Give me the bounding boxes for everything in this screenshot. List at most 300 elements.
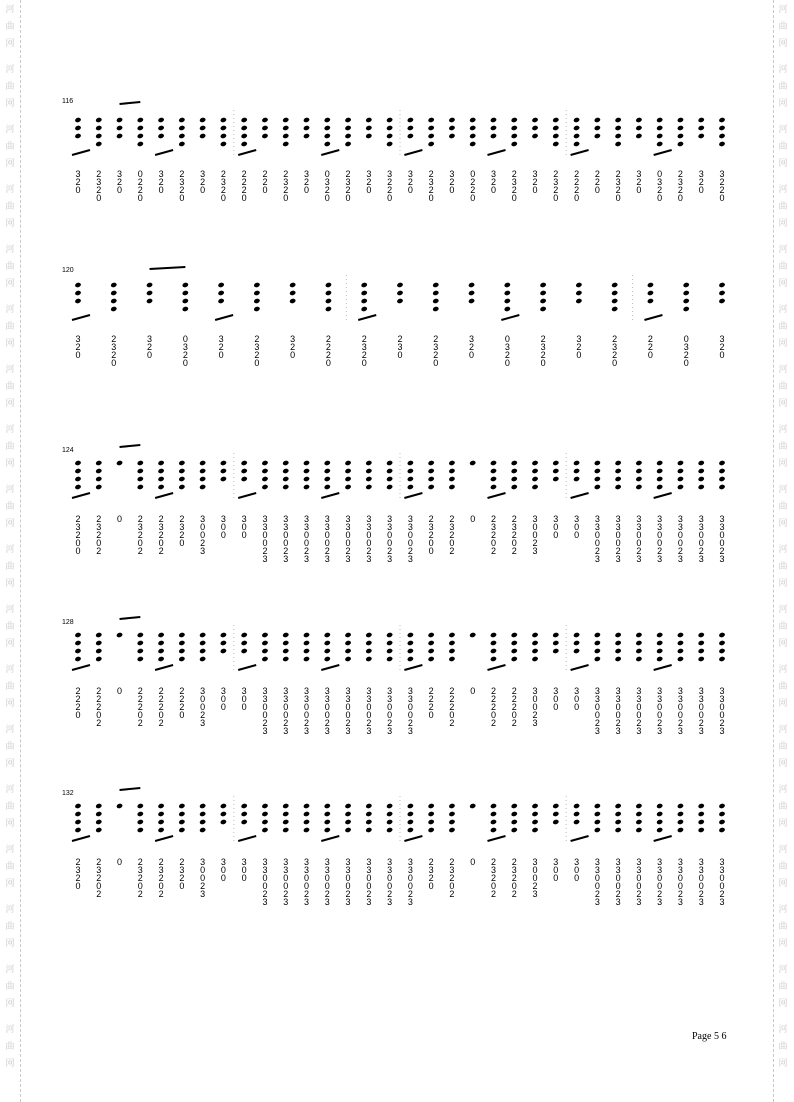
tab-column — [322, 687, 332, 735]
tab-digit: 2 — [511, 686, 517, 696]
note-head — [407, 640, 414, 646]
tab-digit: 2 — [490, 546, 496, 556]
beam — [654, 150, 672, 155]
tab-column — [281, 515, 291, 563]
tab-column — [385, 687, 395, 735]
note-head — [241, 468, 248, 474]
watermark-char: 曲 — [778, 742, 788, 752]
tab-digit: 2 — [387, 546, 393, 556]
tab-digit — [218, 539, 228, 547]
beam — [72, 315, 90, 320]
tab-digit: 3 — [719, 514, 725, 524]
tab-column — [322, 170, 332, 202]
tab-column — [135, 170, 145, 202]
tab-digit: 3 — [220, 514, 226, 524]
tab-column — [198, 687, 208, 727]
score-system-5 — [0, 768, 794, 913]
tab-digit: 0 — [504, 334, 510, 344]
tab-digit: 0 — [220, 702, 226, 712]
tab-digit: 0 — [387, 193, 393, 203]
tab-digit: 3 — [220, 177, 226, 187]
tab-digit: 3 — [636, 865, 642, 875]
beam — [487, 493, 505, 498]
watermark-char: 曲 — [5, 1042, 15, 1052]
tab-column — [551, 170, 561, 202]
tab-digit: 2 — [158, 873, 164, 883]
tab-digit: 3 — [75, 334, 81, 344]
tab-digit: 2 — [532, 710, 538, 720]
watermark-text — [776, 962, 790, 1013]
score-system-2 — [0, 255, 794, 375]
tab-digit: 3 — [283, 694, 289, 704]
tab-digit: 3 — [719, 726, 725, 736]
beam — [150, 267, 186, 269]
tab-digit: 0 — [241, 865, 247, 875]
tab-digit: 2 — [262, 718, 268, 728]
tab-digit: 2 — [612, 334, 618, 344]
watermark-char: 曲 — [5, 922, 15, 932]
note-head — [182, 306, 189, 312]
tab-column — [198, 515, 208, 555]
note-head — [531, 648, 538, 654]
tab-digit: 3 — [407, 857, 413, 867]
tab-digit: 3 — [283, 865, 289, 875]
tab-digit: 0 — [220, 694, 226, 704]
tab-column — [613, 858, 623, 906]
note-head — [282, 819, 289, 825]
note-head — [615, 656, 622, 662]
tab-digit: 2 — [96, 514, 102, 524]
tab-digit: 2 — [636, 177, 642, 187]
tab-digit: 3 — [200, 686, 206, 696]
note-head — [282, 640, 289, 646]
tab-digit: 0 — [345, 710, 351, 720]
note-head — [324, 827, 331, 833]
note-head — [241, 819, 248, 825]
note-head — [677, 117, 684, 123]
tab-column — [239, 515, 249, 547]
tab-digit: 2 — [283, 718, 289, 728]
tab-digit: 2 — [433, 334, 439, 344]
tab-digit: 2 — [137, 185, 143, 195]
watermark-char: 曲 — [778, 1042, 788, 1052]
note-head — [594, 640, 601, 646]
watermark-char: 河 — [778, 305, 788, 315]
tab-digit: 3 — [657, 177, 663, 187]
note-head — [677, 468, 684, 474]
note-head — [575, 282, 582, 288]
tab-column — [198, 170, 208, 194]
tab-digit: 2 — [677, 889, 683, 899]
tab-digit: 3 — [200, 889, 206, 899]
tab-digit: 0 — [262, 702, 268, 712]
note-head — [677, 133, 684, 139]
tab-digit: 3 — [117, 169, 123, 179]
tab-digit: 3 — [532, 169, 538, 179]
note-head — [448, 648, 455, 654]
note-head — [683, 290, 690, 296]
note-head — [95, 803, 102, 809]
note-head — [448, 656, 455, 662]
watermark-char: 曲 — [778, 922, 788, 932]
tab-digit: 0 — [612, 358, 618, 368]
note-head — [137, 484, 144, 490]
tab-digit: 3 — [304, 522, 310, 532]
watermark-char: 河 — [778, 1025, 788, 1035]
tab-digit: 0 — [387, 530, 393, 540]
note-head — [594, 827, 601, 833]
tab-digit: 3 — [366, 726, 372, 736]
beam — [404, 836, 422, 841]
note-head — [137, 125, 144, 131]
note-head — [552, 819, 559, 825]
note-head — [511, 468, 518, 474]
tab-column — [281, 170, 291, 202]
tab-digit: 0 — [96, 538, 102, 548]
tab-column — [252, 335, 262, 367]
note-head — [635, 476, 642, 482]
tab-digit: 2 — [147, 342, 153, 352]
tab-digit: 2 — [433, 350, 439, 360]
tab-digit: 3 — [657, 857, 663, 867]
tab-digit — [551, 711, 561, 719]
note-head — [361, 298, 368, 304]
note-head — [158, 648, 165, 654]
tab-column — [610, 335, 620, 367]
tab-digit: 0 — [387, 881, 393, 891]
tab-column — [509, 858, 519, 898]
tab-column — [302, 687, 312, 735]
note-head — [677, 827, 684, 833]
note-head — [594, 460, 601, 466]
tab-digit: 3 — [532, 718, 538, 728]
tab-digit: 2 — [182, 350, 188, 360]
note-head — [116, 803, 123, 809]
note-head — [178, 117, 185, 123]
beam — [120, 102, 141, 104]
tab-digit: 0 — [200, 185, 206, 195]
tab-digit: 2 — [449, 694, 455, 704]
tab-digit: 3 — [366, 554, 372, 564]
note-head — [158, 125, 165, 131]
tab-digit: 2 — [387, 185, 393, 195]
note-head — [647, 290, 654, 296]
tab-digit: 0 — [345, 530, 351, 540]
tab-digit: 3 — [449, 522, 455, 532]
note-head — [178, 819, 185, 825]
note-head — [95, 468, 102, 474]
note-head — [698, 827, 705, 833]
note-head — [199, 133, 206, 139]
tab-digit: 2 — [511, 702, 517, 712]
note-head — [594, 133, 601, 139]
tab-digit: 2 — [511, 514, 517, 524]
note-head — [303, 819, 310, 825]
tab-digit: 2 — [574, 177, 580, 187]
tab-digit: 2 — [719, 185, 725, 195]
note-head — [490, 133, 497, 139]
note-head — [407, 803, 414, 809]
tab-digit: 3 — [698, 522, 704, 532]
measure-number: 128 — [62, 619, 74, 626]
tab-digit: 2 — [262, 889, 268, 899]
note-head — [324, 632, 331, 638]
tab-digit: 0 — [657, 169, 663, 179]
note-head — [615, 640, 622, 646]
score-system-3 — [0, 425, 794, 570]
tab-digit: 0 — [137, 538, 143, 548]
tab-digit: 3 — [615, 554, 621, 564]
tab-column — [135, 687, 145, 727]
tab-digit: 0 — [179, 710, 185, 720]
note-head — [511, 648, 518, 654]
tab-digit: 3 — [324, 726, 330, 736]
note-head — [303, 484, 310, 490]
tab-digit: 2 — [158, 530, 164, 540]
watermark-char: 曲 — [5, 202, 15, 212]
tab-column — [94, 858, 104, 898]
note-head — [718, 476, 725, 482]
note-head — [718, 282, 725, 288]
watermark-char: 河 — [778, 545, 788, 555]
note-head — [303, 640, 310, 646]
tab-column — [572, 687, 582, 719]
tab-column — [426, 170, 436, 202]
note-head — [448, 803, 455, 809]
watermark-char: 网 — [778, 279, 788, 289]
note-head — [158, 476, 165, 482]
note-head — [199, 819, 206, 825]
note-head — [289, 298, 296, 304]
note-head — [647, 298, 654, 304]
beam — [321, 836, 339, 841]
note-head — [698, 648, 705, 654]
note-head — [573, 125, 580, 131]
tab-digit: 2 — [615, 185, 621, 195]
note-head — [324, 117, 331, 123]
note-head — [718, 648, 725, 654]
tab-digit: 0 — [75, 538, 81, 548]
tab-digit: 2 — [75, 530, 81, 540]
note-head — [683, 306, 690, 312]
tab-column — [94, 687, 104, 727]
tab-digit: 3 — [304, 514, 310, 524]
tab-digit: 2 — [158, 702, 164, 712]
tab-digit: 2 — [200, 881, 206, 891]
note-head — [635, 133, 642, 139]
note-head — [74, 640, 81, 646]
tab-digit: 2 — [387, 889, 393, 899]
note-head — [116, 632, 123, 638]
beam — [72, 150, 90, 155]
tab-digit: 3 — [200, 169, 206, 179]
beam — [72, 665, 90, 670]
watermark-char: 河 — [778, 845, 788, 855]
note-head — [552, 476, 559, 482]
note-head — [531, 468, 538, 474]
tab-column — [717, 170, 727, 202]
note-head — [428, 803, 435, 809]
note-head — [365, 656, 372, 662]
tab-digit: 2 — [241, 177, 247, 187]
tab-digit: 3 — [677, 522, 683, 532]
tab-digit: 0 — [387, 873, 393, 883]
note-head — [365, 640, 372, 646]
tab-digit: 0 — [324, 193, 330, 203]
note-head — [344, 484, 351, 490]
tab-digit: 0 — [594, 873, 600, 883]
note-head — [74, 460, 81, 466]
tab-digit: 0 — [657, 710, 663, 720]
tab-digit: 2 — [511, 857, 517, 867]
tab-digit: 2 — [325, 334, 331, 344]
note-head — [677, 632, 684, 638]
note-head — [95, 125, 102, 131]
note-head — [178, 468, 185, 474]
note-head — [386, 117, 393, 123]
watermark-char: 曲 — [5, 142, 15, 152]
tab-digit: 0 — [574, 193, 580, 203]
tab-digit: 3 — [179, 865, 185, 875]
note-head — [428, 468, 435, 474]
note-head — [95, 827, 102, 833]
tab-digit: 0 — [179, 193, 185, 203]
note-head — [325, 298, 332, 304]
tab-digit: 0 — [366, 873, 372, 883]
tab-digit: 0 — [553, 694, 559, 704]
tab-digit: 3 — [553, 177, 559, 187]
watermark-char: 河 — [5, 605, 15, 615]
note-head — [448, 640, 455, 646]
tab-digit: 3 — [449, 865, 455, 875]
note-head — [490, 476, 497, 482]
note-head — [146, 282, 153, 288]
note-head — [261, 125, 268, 131]
note-head — [199, 640, 206, 646]
note-head — [531, 460, 538, 466]
note-head — [448, 117, 455, 123]
note-head — [74, 656, 81, 662]
tab-digit: 0 — [677, 530, 683, 540]
tab-digit: 3 — [677, 177, 683, 187]
note-head — [407, 133, 414, 139]
tab-column — [405, 687, 415, 735]
beam — [487, 836, 505, 841]
watermark-char: 网 — [5, 639, 15, 649]
tab-digit: 3 — [304, 857, 310, 867]
note-head — [428, 656, 435, 662]
note-head — [303, 468, 310, 474]
tab-digit: 2 — [345, 169, 351, 179]
tab-digit: 2 — [490, 718, 496, 728]
tab-column — [323, 335, 333, 367]
note-head — [448, 125, 455, 131]
watermark-char: 河 — [5, 425, 15, 435]
tab-digit: 0 — [574, 873, 580, 883]
tab-digit: 0 — [636, 538, 642, 548]
tab-digit: 2 — [490, 694, 496, 704]
note-head — [698, 125, 705, 131]
tab-digit: 0 — [96, 881, 102, 891]
tab-digit: 2 — [96, 857, 102, 867]
note-head — [386, 484, 393, 490]
note-head — [158, 117, 165, 123]
note-head — [199, 632, 206, 638]
tab-digit: 2 — [407, 177, 413, 187]
tab-digit: 0 — [532, 702, 538, 712]
tab-digit: 3 — [324, 897, 330, 907]
tab-digit: 2 — [698, 889, 704, 899]
note-head — [490, 125, 497, 131]
note-head — [594, 656, 601, 662]
tab-digit: 2 — [179, 694, 185, 704]
tab-column — [385, 858, 395, 906]
tab-digit: 0 — [677, 881, 683, 891]
tab-column — [488, 170, 498, 194]
watermark-char: 网 — [778, 639, 788, 649]
watermark-char: 曲 — [5, 862, 15, 872]
tab-digit: 3 — [262, 857, 268, 867]
tab-column — [572, 858, 582, 890]
tab-digit: 3 — [657, 514, 663, 524]
note-head — [344, 125, 351, 131]
tab-digit: 0 — [241, 193, 247, 203]
tab-column — [73, 170, 83, 194]
note-head — [365, 811, 372, 817]
note-head — [74, 811, 81, 817]
tab-column — [364, 170, 374, 194]
tab-digit: 0 — [594, 710, 600, 720]
note-head — [324, 133, 331, 139]
note-head — [698, 632, 705, 638]
tab-column — [216, 335, 226, 359]
tab-digit: 2 — [407, 546, 413, 556]
tab-digit: 0 — [719, 530, 725, 540]
tab-digit: 3 — [615, 514, 621, 524]
tab-digit: 3 — [304, 694, 310, 704]
tab-digit: 3 — [241, 686, 247, 696]
tab-digit: 3 — [407, 522, 413, 532]
note-head — [95, 632, 102, 638]
note-head — [615, 133, 622, 139]
note-head — [511, 656, 518, 662]
tab-digit: 0 — [574, 530, 580, 540]
tab-digit: 3 — [698, 169, 704, 179]
watermark-char: 网 — [5, 999, 15, 1009]
tab-digit: 2 — [262, 177, 268, 187]
note-head — [677, 640, 684, 646]
tab-digit: 0 — [117, 514, 123, 524]
tab-digit: 0 — [304, 881, 310, 891]
tab-digit: 3 — [636, 522, 642, 532]
tab-digit: 0 — [719, 702, 725, 712]
note-head — [490, 460, 497, 466]
tab-digit: 3 — [433, 342, 439, 352]
note-head — [199, 827, 206, 833]
tab-digit: 2 — [553, 169, 559, 179]
tab-digit: 2 — [325, 342, 331, 352]
watermark-char: 曲 — [778, 442, 788, 452]
note-head — [303, 811, 310, 817]
note-head — [137, 460, 144, 466]
note-head — [178, 640, 185, 646]
note-head — [490, 648, 497, 654]
note-head — [261, 640, 268, 646]
tab-column — [302, 170, 312, 194]
tab-digit: 2 — [200, 177, 206, 187]
tab-digit: 2 — [574, 185, 580, 195]
note-head — [490, 803, 497, 809]
